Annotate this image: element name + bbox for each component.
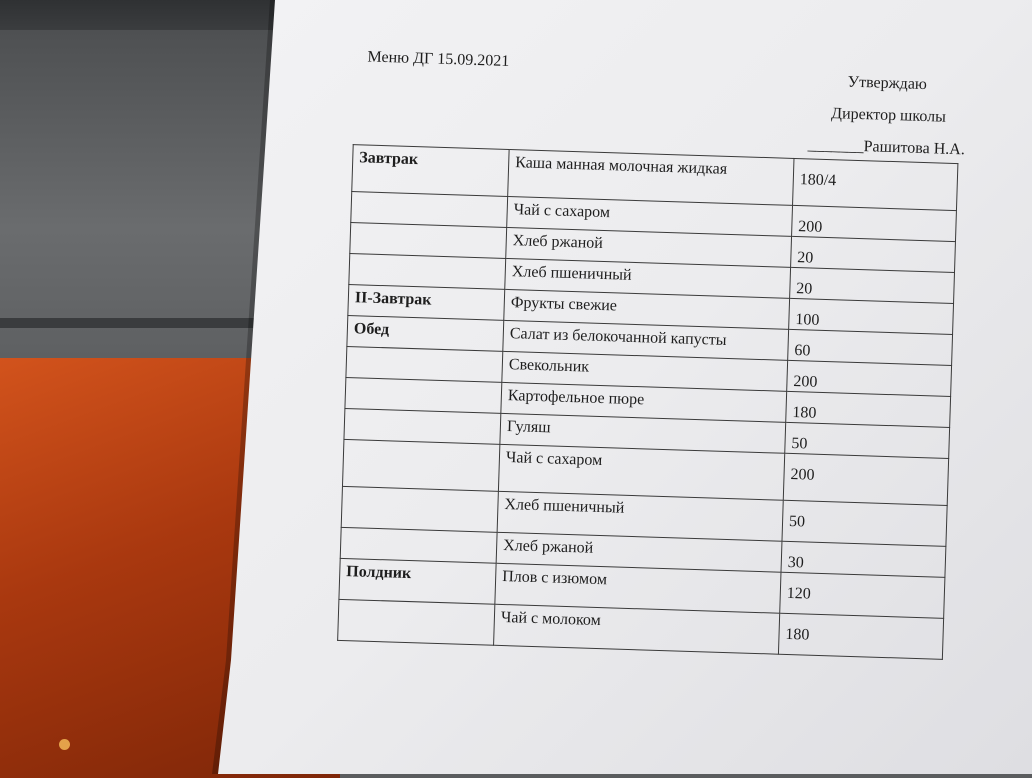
quantity-value: 180 [785, 625, 810, 644]
quantity-value: 180/4 [799, 171, 837, 190]
menu-title: Меню ДГ 15.09.2021 [367, 48, 510, 70]
background-device-top [0, 0, 300, 30]
quantity-value: 50 [788, 512, 806, 531]
meal-cell: Обед [347, 316, 504, 352]
meal-cell [350, 223, 507, 259]
quantity-cell [782, 500, 947, 546]
meal-cell: II-Завтрак [348, 285, 505, 321]
quantity-cell [780, 572, 945, 618]
dish-cell: Плов с изюмом [495, 563, 781, 613]
quantity-value: 100 [795, 311, 820, 329]
quantity-value: 180 [792, 404, 817, 422]
quantity-value: 60 [794, 342, 811, 360]
dish-cell: Каша манная молочная жидкая [508, 149, 794, 205]
quantity-cell [786, 391, 951, 427]
dish-cell: Хлеб пшеничный [497, 491, 783, 541]
meal-cell [338, 599, 495, 645]
quantity-cell [778, 613, 943, 659]
quantity-cell [790, 267, 955, 303]
quantity-cell [789, 298, 954, 334]
menu-table [337, 144, 958, 660]
approval-line-2: Директор школы [830, 105, 947, 126]
meal-cell [346, 346, 503, 382]
quantity-value: 200 [793, 373, 818, 391]
meal-cell [342, 439, 499, 491]
quantity-value: 200 [797, 218, 823, 236]
background-dot [59, 739, 70, 750]
dish-cell: Чай с сахаром [498, 444, 784, 500]
dish-cell: Хлеб ржаной [506, 227, 792, 267]
meal-cell [344, 408, 501, 444]
quantity-value: 50 [791, 435, 808, 453]
dish-cell: Картофельное пюре [501, 382, 787, 422]
meal-cell [349, 254, 506, 290]
quantity-cell [787, 360, 952, 396]
quantity-value: 20 [797, 249, 814, 267]
quantity-value: 30 [787, 553, 804, 572]
dish-cell: Чай с молоком [494, 604, 780, 654]
quantity-cell [792, 158, 957, 210]
approval-line-1: Утверждаю [847, 73, 928, 94]
quantity-cell [783, 453, 948, 505]
meal-cell [340, 527, 497, 563]
quantity-cell [785, 422, 950, 458]
dish-cell: Хлеб ржаной [496, 532, 782, 572]
approval-signature-line: _______Рашитова Н.А. [807, 136, 966, 159]
dish-cell: Салат из белокочанной капусты [503, 320, 789, 360]
dish-cell: Гуляш [500, 413, 786, 453]
dish-cell: Хлеб пшеничный [505, 258, 791, 298]
meal-cell: Полдник [339, 558, 496, 604]
quantity-cell [791, 205, 956, 241]
dish-cell: Чай с сахаром [507, 196, 793, 236]
quantity-cell [781, 541, 946, 577]
quantity-value: 120 [786, 584, 811, 603]
quantity-cell [790, 236, 955, 272]
quantity-cell [788, 329, 953, 365]
quantity-value: 20 [796, 280, 813, 298]
meal-cell: Завтрак [352, 145, 509, 197]
meal-cell [351, 192, 508, 228]
quantity-value: 200 [790, 465, 815, 484]
meal-cell [341, 486, 498, 532]
dish-cell: Фрукты свежие [504, 289, 790, 329]
dish-cell: Свекольник [502, 351, 788, 391]
meal-cell [345, 377, 502, 413]
